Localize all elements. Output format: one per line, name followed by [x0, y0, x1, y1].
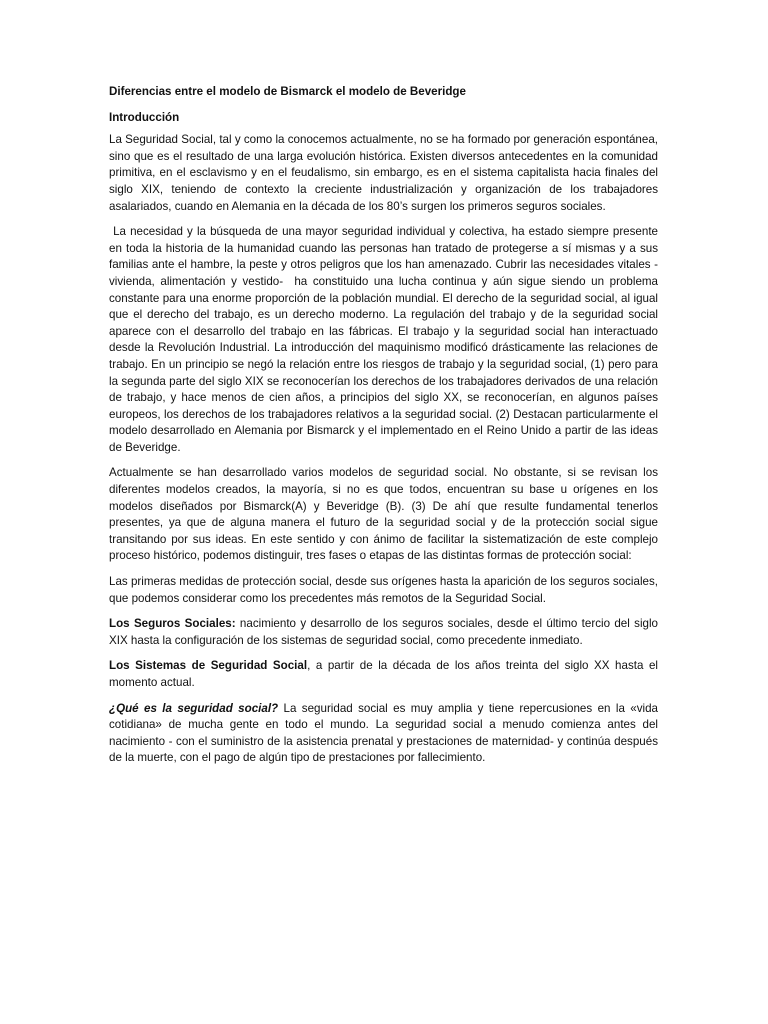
paragraph-7-lead: ¿Qué es la seguridad social?	[109, 701, 279, 715]
paragraph-6-text: , a partir de la década de los años treinta del siglo XX hasta el momento actual.	[109, 659, 658, 689]
paragraph-5	[109, 616, 658, 649]
paragraph-2: La necesidad y la búsqueda de una mayor seguridad individual y colectiva, ha estado siempre presente en toda la historia de la humanidad cuando las personas han tratado de protegerse a sí mismas y a sus familias ante el hambre, la peste y otros peligros que los han amenazado. Cubrir las necesidades vitales - vivienda, alimentación y vestido- ha constituido una lucha continua y aún sigue siendo un problema constante para una enorme proporción de la población mundial. El derecho de la seguridad social, al igual que el derecho del trabajo, es un derecho moderno. La regulación del trabajo y de la seguridad social aparece con el desarrollo del trabajo en las fábricas. El trabajo y la seguridad social han interactuado desde la Revolución Industrial. La introducción del maquinismo modificó drásticamente las relaciones de trabajo. En un principio se negó la relación entre los riesgos de trabajo y la seguridad social, (1) pero para la segunda parte del siglo XIX se reconocerían los derechos de los trabajadores derivados de una relación de trabajo, y hace menos de cien años, a principios del siglo XX, se reconocerían, en algunos países europeos, los derechos de los trabajadores relativos a la seguridad social. (2) Destacan particularmente el modelo desarrollado en Alemania por Bismarck y el implementado en el Reino Unido a partir de las ideas de Beveridge.	[109, 225, 662, 454]
paragraph-6	[109, 658, 658, 691]
document-title: Diferencias entre el modelo de Bismarck el modelo de Beveridge	[109, 85, 466, 98]
document-page	[109, 84, 662, 776]
paragraph-4: Las primeras medidas de protección social, desde sus orígenes hasta la aparición de los seguros sociales, que podemos considerar como los precedentes más remotos de la Seguridad Social.	[109, 575, 658, 605]
section-heading-introduccion: Introducción	[109, 110, 180, 124]
paragraph-5-text: nacimiento y desarrollo de los seguros sociales, desde el último tercio del siglo XIX hasta la configuración de los sistemas de seguridad social, como precedente inmediato.	[109, 617, 659, 647]
paragraph-6-lead: Los Sistemas de Seguridad Social	[109, 659, 308, 673]
paragraph-1: La Seguridad Social, tal y como la conocemos actualmente, no se ha formado por generación espontánea, sino que es el resultado de una larga evolución histórica. Existen diversos antecedentes en la comunidad primitiva, en el esclavismo y en el feudalismo, sin embargo, es en el sistema capitalista hacia finales del siglo XIX, teniendo de contexto la creciente industrialización y organización de los trabajadores asalariados, cuando en Alemania en la década de los 80’s surgen los primeros seguros sociales.	[109, 133, 658, 213]
paragraph-5-lead: Los Seguros Sociales:	[109, 617, 236, 631]
paragraph-7	[109, 701, 658, 767]
paragraph-7-text: La seguridad social es muy amplia y tiene repercusiones en la «vida cotidiana» de mucha gente en todo el mundo. La seguridad social a menudo comienza antes del nacimiento - con el suministro de la asistencia prenatal y prestaciones de maternidad- y continúa después de la muerte, con el pago de algún tipo de prestaciones por fallecimiento.	[109, 701, 658, 765]
paragraph-3: Actualmente se han desarrollado varios modelos de seguridad social. No obstante, si se revisan los diferentes modelos creados, la mayoría, si no es que todos, encuentran su base u orígenes en los modelos diseñados por Bismarck(A) y Beveridge (B). (3) De ahí que resulte fundamental tenerlos presentes, ya que de alguna manera el futuro de la seguridad social y de la protección social sigue transitando por sus ideas. En este sentido y con ánimo de facilitar la sistematización de este complejo proceso histórico, podemos distinguir, tres fases o etapas de las distintas formas de protección social:	[109, 466, 658, 563]
